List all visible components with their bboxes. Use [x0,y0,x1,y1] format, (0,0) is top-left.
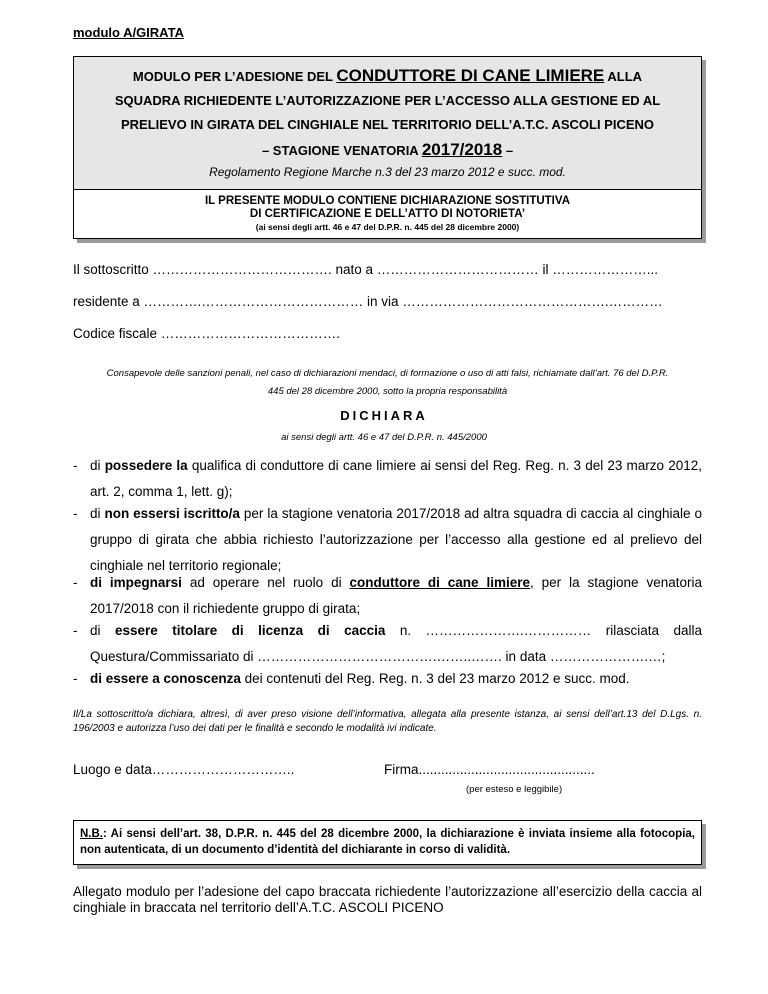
field-residenza[interactable]: residente a ………….……………………………… in via ……………………………………….………… [73,294,663,309]
privacy-statement: Il/La sottoscritto/a dichiara, altresì, di aver preso visione dell’informativa, allegata alla presente istanza, ai sensi dell’art.13 del D.Lgs. n. 196/2003 e autorizza l’uso dei dati per le finalità e secondo le modalità ivi indicate. [73,709,702,734]
item-bold: essere titolare di licenza di caccia [114,623,386,638]
bullet-dash: - [73,575,78,590]
declaration-item [73,501,702,579]
title-pre: MODULO PER L’ADESIONE DEL [132,69,337,84]
item-text: per la stagione venatoria 2017/2018 ad altra squadra di caccia al cinghiale o gruppo di girata che abbia richiesto l’autorizzazione per l’accesso alla gestione ed al prelievo del cinghiale nel territorio regionale; [90,506,702,573]
signature-note: (per esteso e leggibile) [466,784,563,795]
item-pre: di [90,506,105,521]
item-text: n. ………………….…………… rilasciata dalla [385,623,702,638]
declaration-text [90,501,702,579]
declaration-item [73,666,702,692]
item-bold: di impegnarsi [90,575,182,590]
declaration-text [90,570,702,622]
declaration-text-line-1[interactable] [90,618,702,644]
form-title-box [73,56,702,192]
title-line-4 [74,140,701,160]
module-code: modulo A/GIRATA [73,25,184,40]
season-pre: – STAGIONE VENATORIA [261,143,422,158]
declaration-text-line-2[interactable]: Questura/Commissariato di ………………………………….……..……. in data ………………….…; [90,649,666,664]
dichiara-heading: DICHIARA [340,408,428,423]
title-role: CONDUTTORE DI CANE LIMIERE [336,66,605,85]
item-bold-underline: conduttore di cane limiere [349,575,530,590]
nb-text: : Ai sensi dell’art. 38, D.P.R. n. 445 del 28 dicembre 2000, la dichiarazione è inviata insieme alla fotocopia, non autenticata, di un documento d’identità del dichiarante in corso di validità. [80,828,695,856]
title-post: ALLA [604,69,643,84]
bullet-dash: - [73,458,78,473]
season-post: – [502,143,514,158]
item-text: , per la stagione venatoria 2017/2018 con il richiedente gruppo di girata; [90,575,702,616]
consapevole-line-1: Consapevole delle sanzioni penali, nel caso di dichiarazioni mendaci, di formazione o uso di atti falsi, richiamate dall’art. 76 del D.P.R. [106,368,669,379]
nb-box [73,820,702,865]
bullet-dash: - [73,506,78,521]
title-line-1 [74,66,701,86]
consapevole-line-2: 445 del 28 dicembre 2000, sotto la propria responsabilità [267,386,508,397]
item-text: dei contenuti del Reg. Reg. n. 3 del 23 marzo 2012 e succ. mod. [240,671,630,686]
notice-line-3: (ai sensi degli artt. 46 e 47 del D.P.R. n. 445 del 28 dicembre 2000) [255,222,520,232]
title-line-2: SQUADRA RICHIEDENTE L’AUTORIZZAZIONE PER L’ACCESSO ALLA GESTIONE ED AL [114,93,661,108]
field-codice-fiscale[interactable]: Codice fiscale …………………………………. [73,326,341,341]
item-bold: non essersi iscritto/a [104,506,240,521]
declaration-text [90,666,702,692]
item-pre: di [90,458,105,473]
regulation-subtitle: Regolamento Regione Marche n.3 del 23 marzo 2012 e succ. mod. [209,165,566,179]
bullet-dash: - [73,671,78,686]
field-sottoscritto[interactable]: Il sottoscritto …………………………………. nato a ……………………………… il …………………... [73,262,659,277]
signature-field[interactable]: Firma............................................... [384,762,595,777]
item-text: qualifica di conduttore di cane limiere ai sensi del Reg. Reg. n. 3 del 23 marzo 2012, art. 2, comma 1, lett. g); [90,458,703,499]
notice-box [73,189,702,239]
title-line-3: PRELIEVO IN GIRATA DEL CINGHIALE NEL TERRITORIO DELL’A.T.C. ASCOLI PICENO [120,117,655,132]
declaration-item [73,570,702,622]
declaration-text [90,453,702,505]
declaration-item [73,618,702,670]
item-bold: di essere a conoscenza [90,671,241,686]
notice-line-2: DI CERTIFICAZIONE E DELL’ATTO DI NOTORIETA’ [249,208,526,220]
dichiara-subtitle: ai sensi degli artt. 46 e 47 del D.P.R. n. 445/2000 [281,432,487,443]
bullet-dash: - [73,623,78,638]
item-text: ad operare nel ruolo di [181,575,350,590]
item-bold: possedere la [104,458,188,473]
season-year: 2017/2018 [421,140,503,159]
notice-line-1: IL PRESENTE MODULO CONTIENE DICHIARAZIONE SOSTITUTIVA [204,195,571,207]
place-date-field[interactable]: Luogo e data………………………….. [73,762,295,777]
item-pre: di [90,623,115,638]
attachment-note: Allegato modulo per l’adesione del capo braccata richiedente l’autorizzazione all’esercizio della caccia al cinghiale in braccata nel territorio dell’A.T.C. ASCOLI PICENO [73,884,702,915]
declaration-item [73,453,702,505]
nb-label: N.B. [80,828,103,840]
